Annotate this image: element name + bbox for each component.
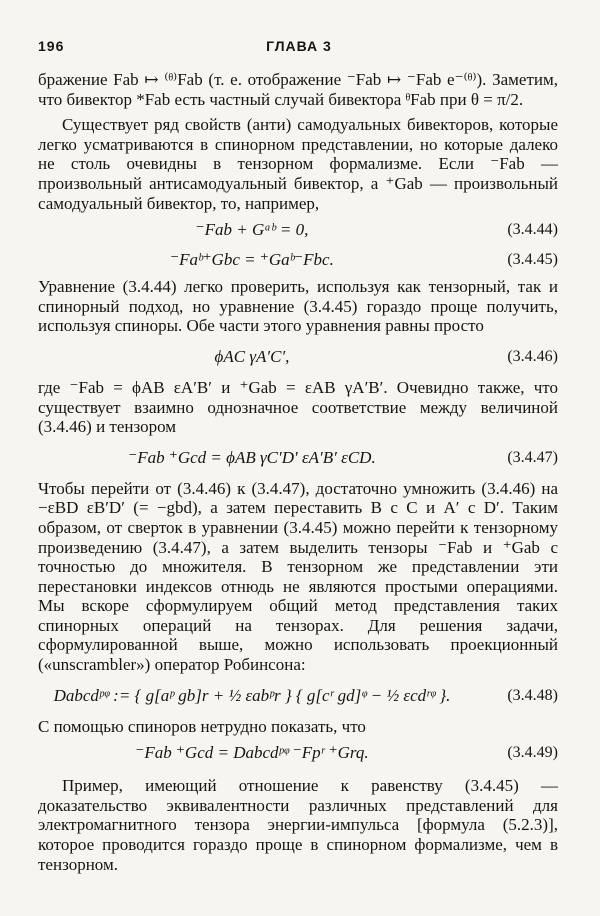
- equation-3-4-47: [38, 441, 558, 475]
- paragraph-2: Существует ряд свойств (анти) самодуальных бивекторов, которые легко усматриваются в спинорном представлении, но которые далеко не столь очевидны в тензорном формализме. Если ⁻Fab — произвольный антисамодуальный бивектор, а ⁺Gab — произвольный самодуальный бивектор, то, например,: [38, 115, 558, 213]
- equation-formula: ⁻Fab ⁺Gcd = Dabcdᵖᵠ ⁻Fpʳ ⁺Grq.: [135, 743, 369, 763]
- paragraph-6: С помощью спиноров нетрудно показать, что: [38, 716, 366, 736]
- equation-3-4-45: [38, 247, 558, 273]
- equation-number: (3.4.47): [507, 448, 558, 466]
- page-number: 196: [38, 38, 65, 54]
- body-text: [38, 70, 558, 874]
- equation-3-4-44: [38, 217, 558, 243]
- equation-formula: Dabcdᵖᵠ := { g[aᵖ gb]r + ½ εabᵖr } { g[cʳ gd]ᵠ − ½ εcdʳᵠ }.: [53, 685, 451, 705]
- equation-number: (3.4.46): [507, 347, 558, 365]
- chapter-title: ГЛАВА 3: [266, 38, 332, 54]
- paragraph-5: Чтобы перейти от (3.4.46) к (3.4.47), достаточно умножить (3.4.46) на −εBD εB′D′ (= −gbd), а затем переставить B с C и A′ с D′. Таким образом, от сверток в уравнении (3.4.45) можно перейти к тензорному произведению (3.4.47), а затем выделить тензоры ⁻Fab и ⁺Gab с точностью до множителя. В тензорном же представлении эти перестановки индексов отнюдь не являются простыми операциями. Мы вскоре сформулируем общий метод представления таких спинорных операций на тензорах. Для решения задачи, сформулированной выше, можно использовать проекционный («unscrambler») оператор Робинсона:: [38, 478, 558, 675]
- equation-3-4-49: [38, 740, 558, 766]
- equation-3-4-48: [38, 679, 558, 713]
- equation-number: (3.4.48): [507, 686, 558, 704]
- equation-number: (3.4.49): [507, 744, 558, 762]
- paragraph-4: где ⁻Fab = ϕAB εA′B′ и ⁺Gab = εAB γA′B′. Очевидно также, что существует взаимно однозначное соответствие между величиной (3.4.46) и тензором: [38, 377, 558, 437]
- equation-number: (3.4.45): [507, 251, 558, 269]
- equation-formula: ⁻Faᵇ⁺Gbc = ⁺Gaᵇ⁻Fbc.: [170, 250, 334, 270]
- equation-number: (3.4.44): [507, 221, 558, 239]
- paragraph-3: Уравнение (3.4.44) легко проверить, используя как тензорный, так и спинорный подход, но уравнение (3.4.45) гораздо проще получить, используя спиноры. Обе части этого уравнения равны просто: [38, 277, 558, 336]
- paragraph-7: Пример, имеющий отношение к равенству (3.4.45) — доказательство эквивалентности различных представлений для электромагнитного тензора энергии-импульса [формула (5.2.3)], которое проводится гораздо проще в спинорном формализме, чем в тензорном.: [38, 776, 558, 874]
- equation-formula: ⁻Fab ⁺Gcd = ϕAB γC′D′ εA′B′ εCD.: [128, 447, 376, 467]
- equation-3-4-46: [38, 340, 558, 374]
- equation-formula: ⁻Fab + Gᵃᵇ = 0,: [195, 220, 309, 240]
- equation-formula: ϕAC γA′C′,: [214, 346, 290, 366]
- paragraph-1: бражение Fab ↦ ⁽ᶿ⁾Fab (т. е. отображение ⁻Fab ↦ ⁻Fab e⁻⁽ᶿ⁾). Заметим, что бивектор *Fab есть частный случай бивектора ᶿFab при θ = π/2.: [38, 70, 558, 109]
